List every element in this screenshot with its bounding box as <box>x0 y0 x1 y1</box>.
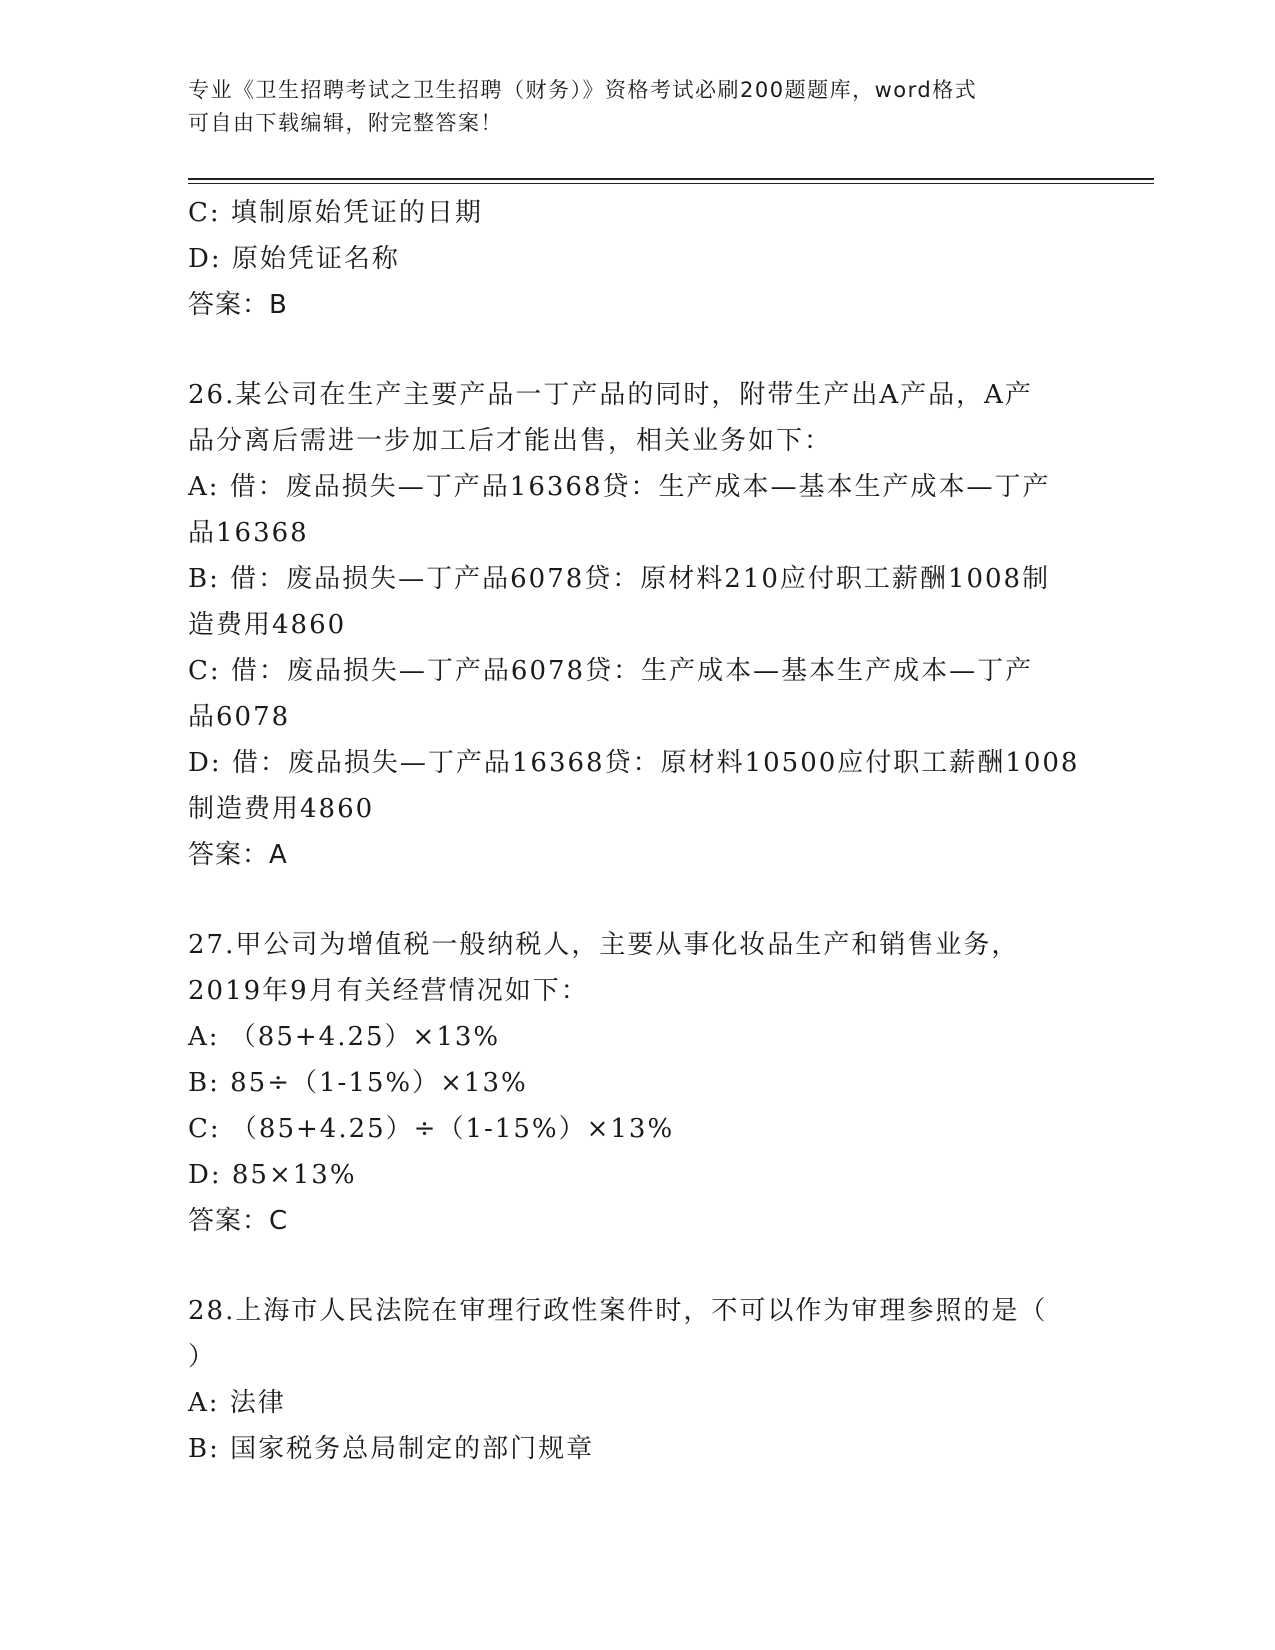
option-d: D: 借：废品损失—丁产品16368贷：原材料10500应付职工薪酬1008 <box>188 748 1080 778</box>
option-c-cont: 品6078 <box>188 702 291 732</box>
header-line-1: 专业《卫生招聘考试之卫生招聘（财务）》资格考试必刷200题题库，word格式 <box>188 78 978 102</box>
document-header <box>188 74 1068 140</box>
header-divider-thin <box>188 183 1154 184</box>
option-b: B: 85÷（1-15%）×13% <box>188 1068 528 1098</box>
header-divider-thick <box>188 178 1154 180</box>
answer: 答案：B <box>188 290 288 320</box>
option-a: A: （85+4.25）×13% <box>188 1022 501 1052</box>
document-body <box>188 190 1088 1472</box>
question-25-tail <box>188 190 1088 328</box>
spacer <box>188 328 1088 372</box>
question-26 <box>188 372 1088 878</box>
header-line-2: 可自由下载编辑，附完整答案！ <box>188 111 503 135</box>
option-a: A: 法律 <box>188 1388 286 1418</box>
question-stem-cont: 品分离后需进一步加工后才能出售，相关业务如下： <box>188 426 833 456</box>
option-c: C: 借：废品损失—丁产品6078贷：生产成本—基本生产成本—丁产 <box>188 656 1034 686</box>
option-c: C: （85+4.25）÷（1-15%）×13% <box>188 1114 675 1144</box>
spacer <box>188 878 1088 922</box>
question-stem-cont: 2019年9月有关经营情况如下： <box>188 976 589 1006</box>
question-27 <box>188 922 1088 1244</box>
option-d: D: 原始凭证名称 <box>188 244 400 274</box>
option-c: C: 填制原始凭证的日期 <box>188 198 483 228</box>
question-stem: 27.甲公司为增值税一般纳税人，主要从事化妆品生产和销售业务， <box>188 930 1020 960</box>
option-b-cont: 造费用4860 <box>188 610 347 640</box>
option-d: D: 85×13% <box>188 1160 357 1190</box>
option-a-cont: 品16368 <box>188 518 309 548</box>
option-d-cont: 制造费用4860 <box>188 794 375 824</box>
question-stem: 26.某公司在生产主要产品一丁产品的同时，附带生产出A产品，A产 <box>188 380 1033 410</box>
question-stem: 28.上海市人民法院在审理行政性案件时，不可以作为审理参照的是（ <box>188 1296 1048 1326</box>
spacer <box>188 1244 1088 1288</box>
answer: 答案：C <box>188 1206 289 1236</box>
option-b: B: 借：废品损失—丁产品6078贷：原材料210应付职工薪酬1008制 <box>188 564 1051 594</box>
answer: 答案：A <box>188 840 288 870</box>
option-b: B: 国家税务总局制定的部门规章 <box>188 1434 595 1464</box>
question-stem-cont: ） <box>188 1342 217 1372</box>
option-a: A: 借：废品损失—丁产品16368贷：生产成本—基本生产成本—丁产 <box>188 472 1051 502</box>
question-28 <box>188 1288 1088 1472</box>
